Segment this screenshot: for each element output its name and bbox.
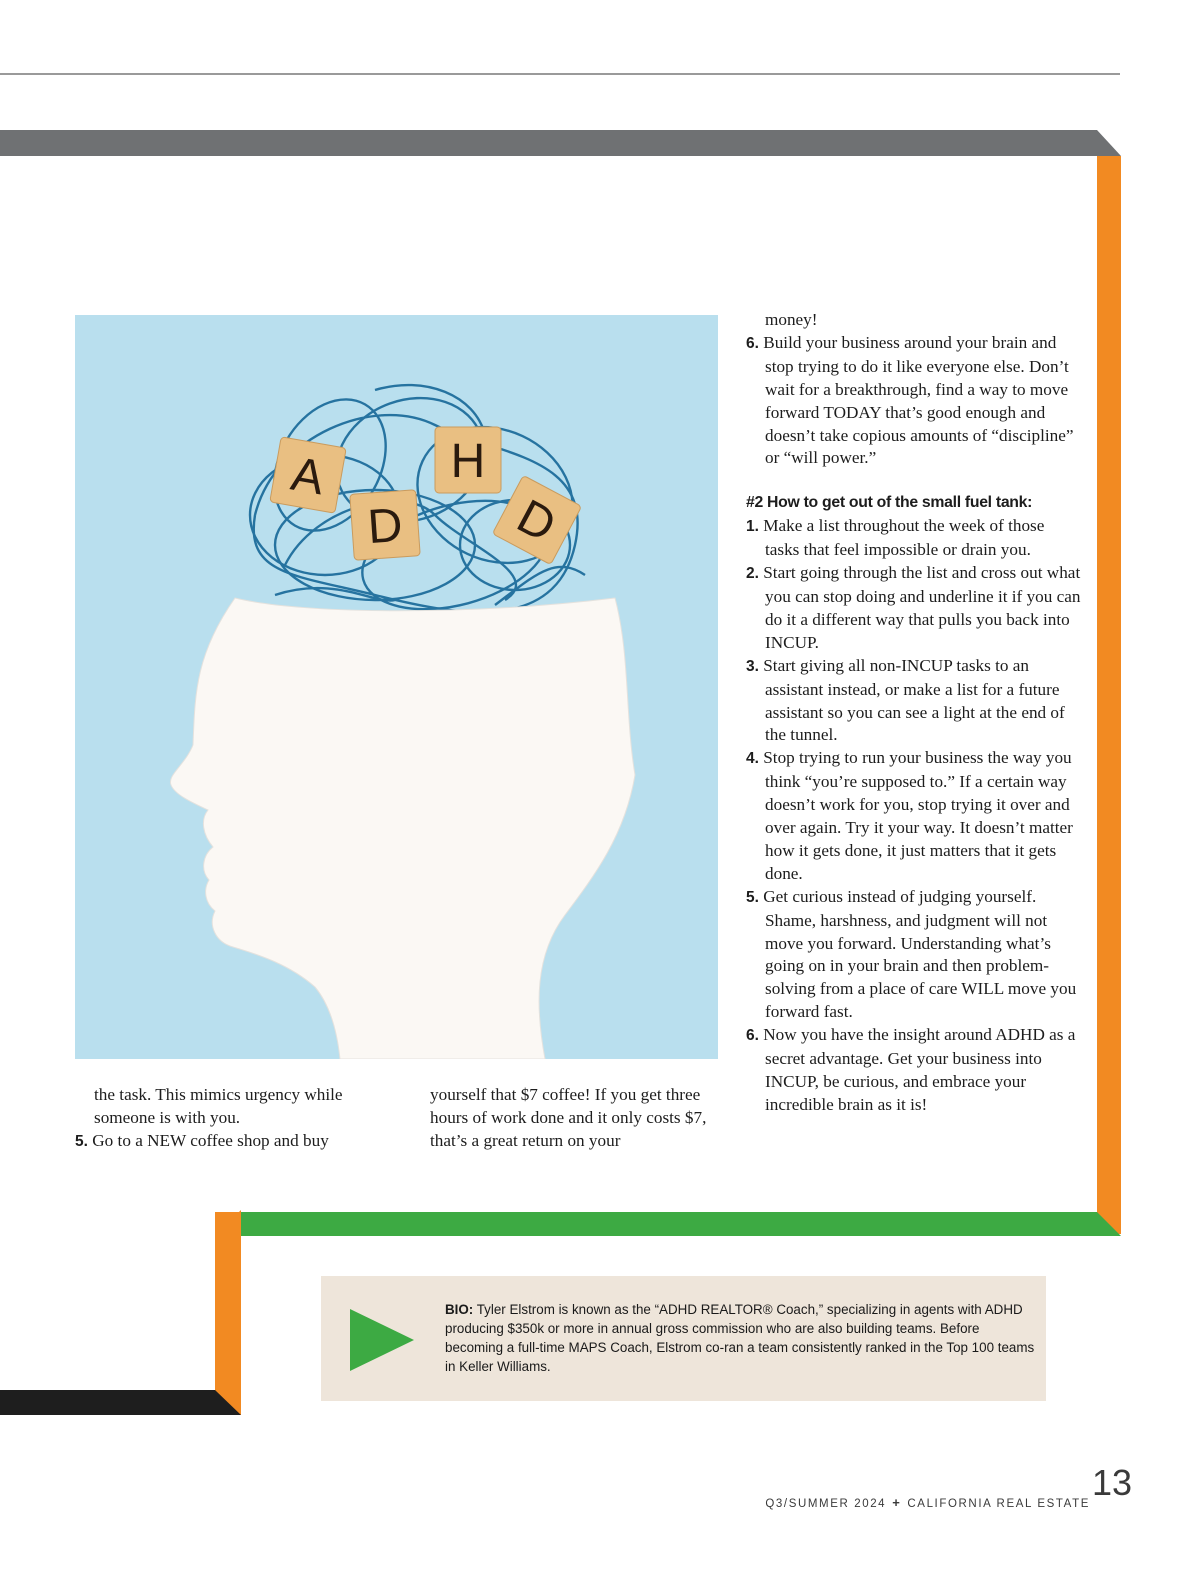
adhd-head-photo [75,315,718,1059]
item-text: Go to a NEW coffee shop and buy [92,1130,329,1150]
page-footer [765,1480,1090,1510]
top-rule [0,73,1120,75]
item-number: 5. [746,888,759,906]
right-col-item-6 [746,332,1081,470]
item-number: 1. [746,518,759,536]
green-frame-bar [241,1212,1097,1236]
item-number: 5. [75,1132,88,1150]
play-triangle-icon [350,1309,414,1371]
tile-letter-4: D [508,489,565,553]
list-item-3 [746,655,1081,748]
item-text: Build your business around your brain and stop trying to do it like everyone else. Don’t wait for a breakthrough, find a way to move forward TODAY that’s good enough and doesn’t take copious amounts of “discipline” or “will power.” [763,332,1074,468]
footer-magazine: CALIFORNIA REAL ESTATE [907,1498,1090,1510]
item-number: 6. [746,334,759,352]
green-bar-corner [1097,1212,1121,1236]
item-text: Make a list throughout the week of those tasks that feel impossible or drain you. [763,516,1045,560]
black-bar-corner [215,1390,241,1415]
item-number: 6. [746,1027,759,1045]
orange-frame-left [215,1212,241,1415]
right-column [746,309,1081,1117]
section-heading: #2 How to get out of the small fuel tank: [746,494,1033,512]
list-item-1 [746,515,1081,562]
list-item-2 [746,562,1081,655]
orange-frame-right [1097,156,1121,1234]
list-item-6 [746,1024,1081,1117]
bio-text [445,1300,1040,1376]
item-number: 3. [746,657,759,675]
item-text: Start going through the list and cross out what you can stop doing and underline it if you can do it a different way that pulls you back into INCUP. [763,563,1081,652]
tile-letter-3: H [450,435,486,488]
footer-issue: Q3/SUMMER 2024 [765,1498,887,1510]
bio-label: BIO: [445,1302,474,1317]
mid-col-text: yourself that $7 coffee! If you get three hours of work done and it only costs $7, that’s a great return on your [430,1085,707,1150]
gray-bar-corner [1097,130,1121,156]
page-number: 13 [1092,1462,1133,1503]
black-frame-bar [0,1390,215,1415]
item-text: Now you have the insight around ADHD as a secret advantage. Get your business into INCUP, be curious, and embrace your incredible brain as it is! [763,1025,1076,1114]
footer-separator: + [892,1495,902,1510]
tile-letter-1: A [287,447,329,506]
item-number: 4. [746,750,759,768]
item-text: Start giving all non-INCUP tasks to an assistant instead, or make a list for a future assistant so you can see a light at the end of the tunnel. [763,655,1065,745]
orange-left-corner [215,1210,241,1236]
left-column [75,1084,375,1154]
right-col-continuation: money! [765,310,818,329]
left-col-continuation: the task. This mimics urgency while someone is with you. [94,1085,343,1127]
item-text: Stop trying to run your business the way you think “you’re supposed to.” If a certain way doesn’t work for you, stop trying it over and over again. Try it your way. It doesn’t matter how it gets done, it just matters that it gets done. [763,748,1073,883]
tile-letter-2: D [365,498,405,555]
gray-frame-bar [0,130,1097,156]
left-col-item-5 [75,1130,375,1154]
middle-column [430,1084,720,1153]
bio-body: Tyler Elstrom is known as the “ADHD REALTOR® Coach,” specializing in agents with ADHD producing $350k or more in annual gross commission who are also building teams. Before becoming a full-time MAPS Coach, Elstrom co-ran a team consistently ranked in the Top 100 teams in Keller Williams. [445,1302,1035,1374]
item-number: 2. [746,565,759,583]
item-text: Get curious instead of judging yourself. Shame, harshness, and judgment will not move you forward. Understanding what’s going on in your brain and then problem-solving from a place of care WILL move you forward fast. [763,886,1077,1022]
list-item-5 [746,886,1081,1024]
list-item-4 [746,747,1081,885]
